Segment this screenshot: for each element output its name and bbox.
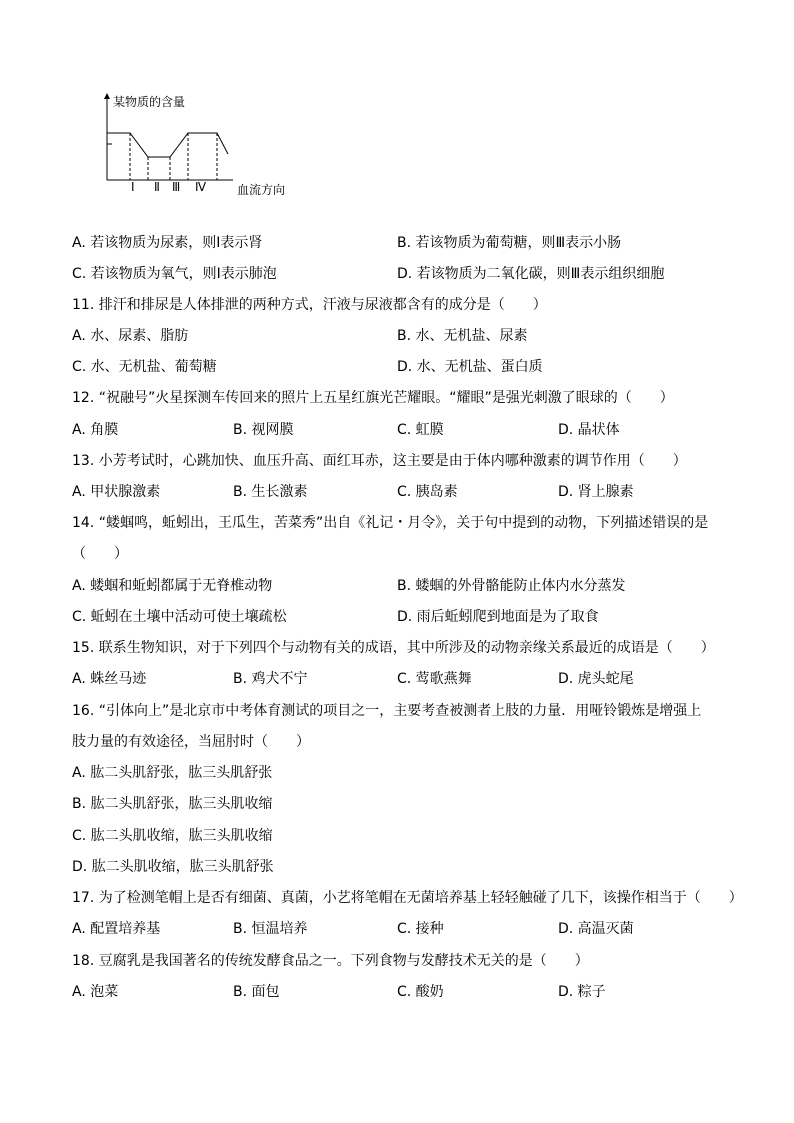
q18-option-b: B. 面包: [233, 984, 280, 1000]
q16-stem-line-1: 16. “引体向上”是北京市中考体育测试的项目之一，主要考查被测者上肢的力量．用哑铃锻炼是增强上: [72, 703, 702, 719]
q17-stem: 17. 为了检测笔帽上是否有细菌、真菌，小艺将笔帽在无菌培养基上轻轻触碰了几下，该操作相当于（ ）: [72, 890, 743, 906]
q14-stem-line-2: （ ）: [72, 546, 128, 562]
q10-option-b: B. 若该物质为葡萄糖，则Ⅲ表示小肠: [397, 235, 622, 251]
x-axis-label: 血流方向: [237, 183, 286, 197]
q16-option-d: D. 肱二头肌收缩，肱三头肌舒张: [72, 859, 274, 875]
tick-label-1: Ⅰ: [131, 180, 135, 194]
q16-option-a: A. 肱二头肌舒张，肱三头肌舒张: [72, 765, 273, 781]
q13-option-d: D. 肾上腺素: [558, 484, 634, 500]
q17-option-d: D. 高温灭菌: [558, 921, 634, 937]
q12-option-a: A. 角膜: [72, 422, 119, 438]
y-axis-label: 某物质的含量: [113, 95, 186, 109]
q11-stem: 11. 排汗和排尿是人体排泄的两种方式，汗液与尿液都含有的成分是（ ）: [72, 297, 547, 313]
tick-label-3: Ⅲ: [172, 180, 181, 194]
q15-option-d: D. 虎头蛇尾: [558, 671, 634, 687]
content-curve-figure: [100, 92, 300, 202]
q11-option-d: D. 水、无机盐、蛋白质: [397, 359, 543, 375]
q15-option-b: B. 鸡犬不宁: [233, 671, 308, 687]
q17-option-b: B. 恒温培养: [233, 921, 308, 937]
q14-stem-line-1: 14. “蝼蝈鸣，蚯蚓出，王瓜生，苦菜秀”出自《礼记・月令》，关于句中提到的动物，下列描述错误的是: [72, 515, 709, 531]
q17-option-c: C. 接种: [397, 921, 444, 937]
q18-option-c: C. 酸奶: [397, 984, 444, 1000]
q13-option-a: A. 甲状腺激素: [72, 484, 161, 500]
q15-stem: 15. 联系生物知识，对于下列四个与动物有关的成语，其中所涉及的动物亲缘关系最近的成语是（ ）: [72, 640, 715, 656]
q12-option-d: D. 晶状体: [558, 422, 620, 438]
q16-stem-line-2: 肢力量的有效途径，当屈肘时（ ）: [72, 734, 310, 750]
q14-option-d: D. 雨后蚯蚓爬到地面是为了取食: [397, 609, 599, 625]
q16-option-c: C. 肱二头肌收缩，肱三头肌收缩: [72, 828, 273, 844]
q15-option-a: A. 蛛丝马迹: [72, 671, 147, 687]
q15-option-c: C. 莺歌燕舞: [397, 671, 472, 687]
q14-option-b: B. 蝼蝈的外骨骼能防止体内水分蒸发: [397, 578, 626, 594]
q11-option-b: B. 水、无机盐、尿素: [397, 328, 528, 344]
q18-option-d: D. 粽子: [558, 984, 606, 1000]
q12-stem: 12. “祝融号”火星探测车传回来的照片上五星红旗光芒耀眼。“耀眼”是强光刺激了眼球的（ ）: [72, 390, 674, 406]
q13-stem: 13. 小芳考试时，心跳加快、血压升高、面红耳赤，这主要是由于体内哪种激素的调节作用（ ）: [72, 453, 687, 469]
q11-option-c: C. 水、无机盐、葡萄糖: [72, 359, 217, 375]
content-curve: [107, 133, 228, 157]
q12-option-c: C. 虹膜: [397, 422, 444, 438]
q16-option-b: B. 肱二头肌舒张，肱三头肌收缩: [72, 796, 273, 812]
q10-option-a: A. 若该物质为尿素，则Ⅰ表示肾: [72, 235, 263, 251]
q13-option-c: C. 胰岛素: [397, 484, 458, 500]
q13-option-b: B. 生长激素: [233, 484, 308, 500]
q14-option-a: A. 蝼蝈和蚯蚓都属于无脊椎动物: [72, 578, 273, 594]
q10-option-c: C. 若该物质为氧气，则Ⅰ表示肺泡: [72, 266, 277, 282]
q18-stem: 18. 豆腐乳是我国著名的传统发酵食品之一。下列食物与发酵技术无关的是（ ）: [72, 953, 589, 969]
q17-option-a: A. 配置培养基: [72, 921, 161, 937]
tick-label-2: Ⅱ: [154, 180, 160, 194]
q11-option-a: A. 水、尿素、脂肪: [72, 328, 189, 344]
tick-label-4: Ⅳ: [195, 180, 207, 194]
q12-option-b: B. 视网膜: [233, 422, 294, 438]
q14-option-c: C. 蚯蚓在土壤中活动可使土壤疏松: [72, 609, 287, 625]
q18-option-a: A. 泡菜: [72, 984, 119, 1000]
q10-option-d: D. 若该物质为二氧化碳，则Ⅲ表示组织细胞: [397, 266, 665, 282]
